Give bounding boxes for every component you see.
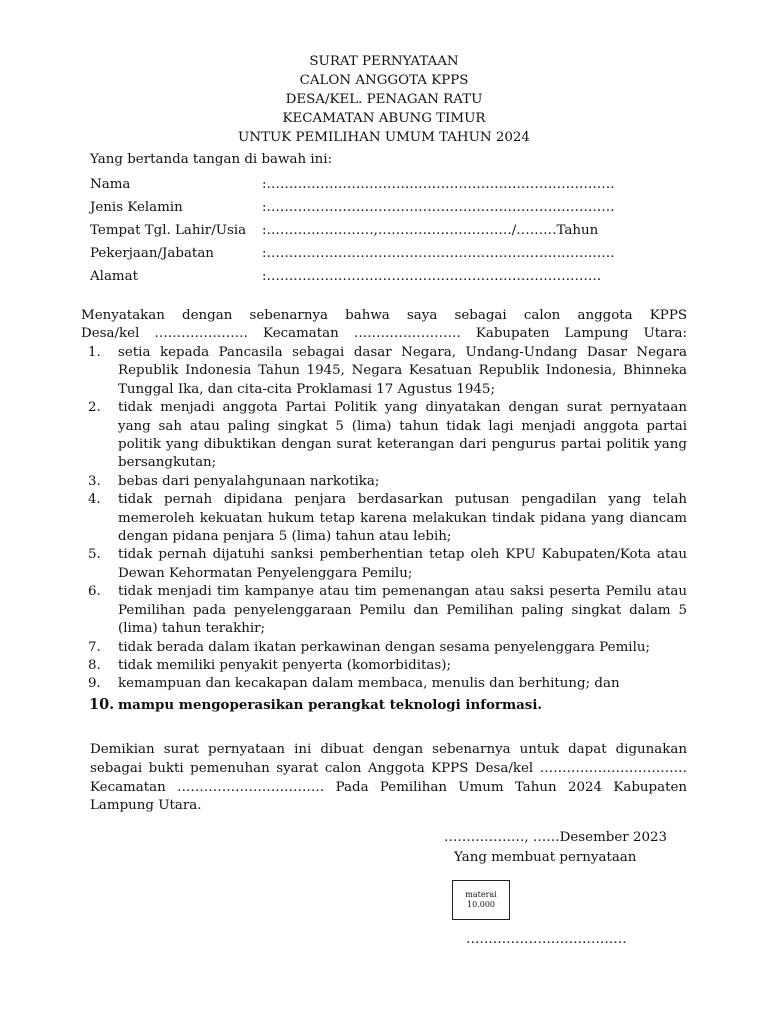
item-number: 10. <box>89 695 115 713</box>
item-number: 3. <box>88 473 101 489</box>
item-text: tidak menjadi tim kampanye atau tim pemenangan atau saksi peserta Pemilu atau Pemilihan pada penyelenggaraan Pemilu dan Pemilihan paling singkat dalam 5 (lima) tahun terakhir; <box>118 584 687 637</box>
list-item <box>81 344 687 399</box>
stamp-value: 10.000 <box>467 900 495 909</box>
item-number: 7. <box>88 639 101 655</box>
stamp-label: materai <box>465 890 497 899</box>
identity-fields <box>90 173 670 288</box>
list-item <box>81 583 687 638</box>
list-item <box>81 399 687 473</box>
intro-text: Yang bertanda tangan di bawah ini: <box>90 152 333 167</box>
item-number: 4. <box>88 492 101 508</box>
list-item <box>81 657 687 675</box>
field-label: Jenis Kelamin <box>90 200 183 215</box>
list-item <box>81 675 687 693</box>
field-label: Nama <box>90 177 131 192</box>
document-title <box>0 52 768 147</box>
requirements-list <box>81 344 687 714</box>
field-jenis-kelamin <box>90 196 670 219</box>
title-line: CALON ANGGOTA KPPS <box>299 73 469 88</box>
field-blank: :…………………………………………………………………… <box>262 246 615 261</box>
item-text: tidak berada dalam ikatan perkawinan dengan sesama penyelenggara Pemilu; <box>118 639 650 655</box>
title-line: DESA/KEL. PENAGAN RATU <box>285 92 483 107</box>
field-label: Alamat <box>90 269 138 284</box>
field-blank: :……………………,…………………………/………Tahun <box>262 223 599 238</box>
list-item <box>81 546 687 583</box>
signature-name-line: ……………………………… <box>466 932 627 947</box>
title-line: UNTUK PEMILIHAN UMUM TAHUN 2024 <box>238 130 530 145</box>
item-number: 6. <box>88 584 101 600</box>
item-text: kemampuan dan kecakapan dalam membaca, menulis dan berhitung; dan <box>118 676 620 692</box>
statement-paragraph <box>81 307 687 344</box>
list-item <box>81 639 687 657</box>
field-nama <box>90 173 670 196</box>
item-number: 2. <box>88 400 101 416</box>
field-blank: :………………………………………………………………… <box>262 269 602 284</box>
item-text: tidak pernah dijatuhi sanksi pemberhentian tetap oleh KPU Kabupaten/Kota atau Dewan Kehormatan Penyelenggara Pemilu; <box>118 547 687 581</box>
statement-line: Desa/kel ………………… Kecamatan …………………… Kabupaten Lampung Utara: <box>81 326 687 342</box>
item-text: tidak memiliki penyakit penyerta (komorbiditas); <box>118 657 451 673</box>
materai-stamp-box <box>452 880 510 920</box>
title-line: SURAT PERNYATAAN <box>309 54 459 69</box>
field-blank: :…………………………………………………………………… <box>262 200 615 215</box>
item-text: tidak pernah dipidana penjara berdasarkan putusan pengadilan yang telah memeroleh kekuatan hukum tetap karena melakukan tindak pidana yang diancam dengan pidana penjara 5 (lima) tahun atau lebih; <box>118 492 687 545</box>
item-number: 9. <box>88 676 101 692</box>
field-pekerjaan <box>90 242 670 265</box>
list-item <box>81 491 687 546</box>
field-tempat-tgl-lahir <box>90 219 670 242</box>
field-label: Tempat Tgl. Lahir/Usia <box>90 223 247 238</box>
field-alamat <box>90 265 670 288</box>
list-item <box>81 473 687 491</box>
list-item <box>81 696 687 714</box>
statement-line: Menyatakan dengan sebenarnya bahwa saya sebagai calon anggota KPPS <box>81 308 687 323</box>
item-number: 1. <box>88 345 101 360</box>
item-text: bebas dari penyalahgunaan narkotika; <box>118 473 380 489</box>
item-text: mampu mengoperasikan perangkat teknologi informasi. <box>118 696 543 713</box>
item-number: 5. <box>88 547 101 563</box>
field-blank: :…………………………………………………………………… <box>262 177 615 192</box>
item-text: setia kepada Pancasila sebagai dasar Negara, Undang-Undang Dasar Negara Republik Indonesia Tahun 1945, Negara Kesatuan Republik Indonesia, Bhinneka Tunggal Ika, dan cita-cita Proklamasi 17 Agustus 1945; <box>118 345 687 397</box>
title-line: KECAMATAN ABUNG TIMUR <box>282 111 486 126</box>
item-number: 8. <box>88 657 101 673</box>
closing-paragraph: Demikian surat pernyataan ini dibuat dengan sebenarnya untuk dapat digunakan sebagai bukti pemenuhan syarat calon Anggota KPPS Desa/kel …………………………… Kecamatan …………………………… Pada Pemilihan Umum Tahun 2024 Kabupaten Lampung Utara. <box>90 742 687 814</box>
item-text: tidak menjadi anggota Partai Politik yang dinyatakan dengan surat pernyataan yang sah atau paling singkat 5 (lima) tahun tidak lagi menjadi anggota partai politik yang dibuktikan dengan surat keterangan dari pengurus partai politik yang bersangkutan; <box>118 400 687 471</box>
signature-caption: Yang membuat pernyataan <box>454 850 637 865</box>
field-label: Pekerjaan/Jabatan <box>90 246 214 261</box>
signature-date: ………………, ……Desember 2023 <box>444 830 668 845</box>
